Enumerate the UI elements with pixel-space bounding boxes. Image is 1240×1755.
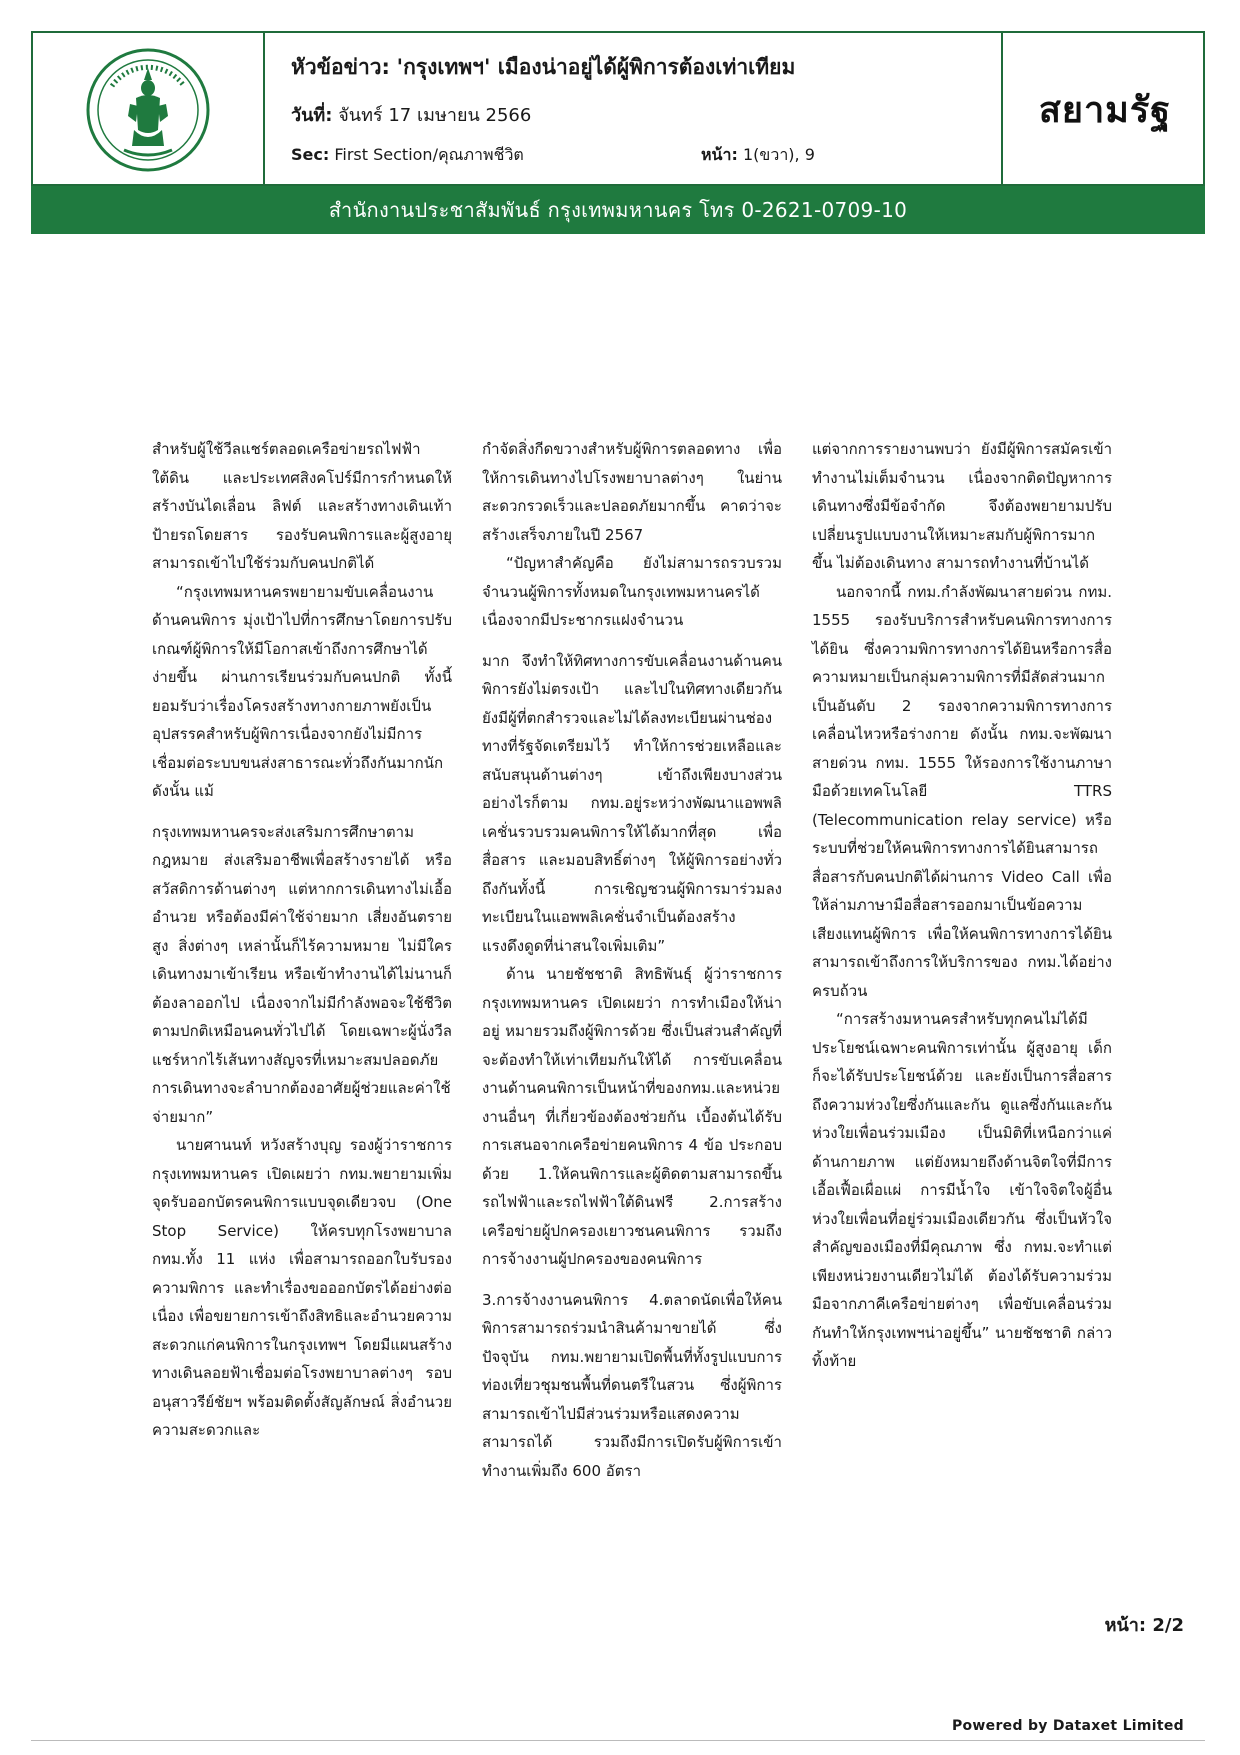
news-header	[31, 31, 1205, 186]
date-row	[291, 100, 531, 129]
paragraph: สำหรับผู้ใช้วีลแชร์ตลอดเครือข่ายรถไฟฟ้าใต้ดิน และประเทศสิงคโปร์มีการกำหนดให้สร้างบันไดเลื่อน ลิฟต์ และสร้างทางเดินเท้า ป้ายรถโดยสาร รองรับคนพิการและผู้สูงอายุสามารถเข้าไปใช้ร่วมกับคนปกติได้	[152, 440, 452, 572]
article-column-1	[152, 435, 452, 1495]
page-value: 1(ขวา), 9	[742, 145, 815, 164]
paragraph: 3.การจ้างงานคนพิการ 4.ตลาดนัดเพื่อให้คนพิการสามารถร่วมนำสินค้ามาขายได้ ซึ่งปัจจุบัน กทม.พยายามเปิดพื้นที่ทั้งรูปแบบการท่องเที่ยวชุมชนพื้นที่ดนตรีในสวน ซึ่งผู้พิการสามารถเข้าไปมีส่วนร่วมหรือแสดงความสามารถได้ รวมถึงมีการเปิดรับผู้พิการเข้าทำงานเพิ่มถึง 600 อัตรา	[482, 1290, 782, 1480]
paragraph: นายศานนท์ หวังสร้างบุญ รองผู้ว่าราชการกรุงเทพมหานคร เปิดเผยว่า กทม.พยายามเพิ่มจุดรับออกบัตรคนพิการแบบจุดเดียวจบ (One Stop Service) ให้ครบทุกโรงพยาบาล กทม.ทั้ง 11 แห่ง เพื่อสามารถออกใบรับรองความพิการ และทำเรื่องขอออกบัตรได้อย่างต่อเนื่อง เพื่อขยายการเข้าถึงสิทธิและอำนวยความสะดวกแก่คนพิการในกรุงเทพฯ โดยมีแผนสร้างทางเดินลอยฟ้าเชื่อมต่อโรงพยาบาลต่างๆ รอบอนุสาวรีย์ชัยฯ พร้อมติดตั้งสัญลักษณ์ สิ่งอำนวยความสะดวกและ	[152, 1136, 452, 1439]
publication-name: สยามรัฐ	[1038, 90, 1172, 131]
paragraph: กำจัดสิ่งกีดขวางสำหรับผู้พิการตลอดทาง เพื่อให้การเดินทางไปโรงพยาบาลต่างๆ ในย่านสะดวกรวดเร็วและปลอดภัยมากขึ้น คาดว่าจะสร้างเสร็จภายในปี 2567	[482, 440, 782, 544]
publication-cell	[1001, 33, 1207, 186]
page-number	[1105, 1610, 1184, 1639]
section-label: Sec:	[291, 145, 330, 164]
paragraph: มาก จึงทำให้ทิศทางการขับเคลื่อนงานด้านคนพิการยังไม่ตรงเป้า และไปในทิศทางเดียวกัน ยังมีผู้ที่ตกสำรวจและไม่ได้ลงทะเบียนผ่านช่องทางที่รัฐจัดเตรียมไว้ ทำให้การช่วยเหลือและสนับสนุนด้านต่างๆ เข้าถึงเพียงบางส่วน อย่างไรก็ตาม กทม.อยู่ระหว่างพัฒนาแอพพลิเคชั่นรวบรวมคนพิการให้ได้มากที่สุด เพื่อสื่อสาร และมอบสิทธิ์ต่างๆ ให้ผู้พิการอย่างทั่วถึงกันทั้งนี้ การเชิญชวนผู้พิการมาร่วมลงทะเบียนในแอพพลิเคชั่นจำเป็นต้องสร้างแรงดึงดูดที่น่าสนใจเพิ่มเติม”	[482, 651, 782, 955]
powered-by: Powered by Dataxet Limited	[951, 1718, 1184, 1734]
contact-bar	[31, 186, 1205, 234]
section-row	[291, 143, 524, 168]
headline-text: 'กรุงเทพฯ' เมืองน่าอยู่ได้ผู้พิการต้องเท่าเทียม	[396, 55, 796, 79]
section-value: First Section/คุณภาพชีวิต	[334, 145, 524, 164]
page-number-value: 2/2	[1152, 1615, 1184, 1636]
paragraph: แต่จากการรายงานพบว่า ยังมีผู้พิการสมัครเข้าทำงานไม่เต็มจำนวน เนื่องจากติดปัญหาการเดินทางซึ่งมีข้อจำกัด จึงต้องพยายามปรับเปลี่ยนรูปแบบงานให้เหมาะสมกับผู้พิการมากขึ้น ไม่ต้องเดินทาง สามารถทำงานที่บ้านได้	[812, 440, 1112, 572]
article-body	[152, 435, 1112, 1495]
footer-divider	[31, 1740, 1205, 1741]
date-value: จันทร์ 17 เมษายน 2566	[338, 105, 532, 126]
headline-label: หัวข้อข่าว:	[291, 55, 390, 79]
article-column-3	[812, 435, 1112, 1495]
contact-text: สำนักงานประชาสัมพันธ์ กรุงเทพมหานคร โทร 0-2621-0709-10	[328, 198, 908, 222]
bangkok-seal-icon	[84, 46, 212, 174]
paragraph: นอกจากนี้ กทม.กำลังพัฒนาสายด่วน กทม. 1555 รองรับบริการสำหรับคนพิการทางการได้ยิน ซึ่งความพิการทางการได้ยินหรือการสื่อความหมายเป็นกลุ่มความพิการที่มีสัดส่วนมากเป็นอันดับ 2 รองจากความพิการทางการเคลื่อนไหวหรือร่างกาย ดังนั้น กทม.จะพัฒนาสายด่วน กทม. 1555 ให้รองการใช้งานภาษามือด้วยเทคโนโลยี TTRS (Telecommunication relay service) หรือระบบที่ช่วยให้คนพิการทางการได้ยินสามารถสื่อสารกับคนปกติได้ผ่านการ Video Call เพื่อให้ล่ามภาษามือสื่อสารออกมาเป็นข้อความเสียงแทนผู้พิการ เพื่อให้คนพิการทางการได้ยินสามารถเข้าถึงการให้บริการของ กทม.ได้อย่างครบถ้วน	[812, 582, 1112, 1000]
paragraph: กรุงเทพมหานครจะส่งเสริมการศึกษาตามกฎหมาย ส่งเสริมอาชีพเพื่อสร้างรายได้ หรือสวัสดิการด้านต่างๆ แต่หากการเดินทางไม่เอื้ออำนวย หรือต้องมีค่าใช้จ่ายมาก เสี่ยงอันตรายสูง สิ่งต่างๆ เหล่านั้นก็ไร้ความหมาย ไม่มีใครเดินทางมาเข้าเรียน หรือเข้าทำงานได้ไม่นานก็ต้องลาออกไป เนื่องจากไม่มีกำลังพอจะใช้ชีวิตตามปกติเหมือนคนทั่วไปได้ โดยเฉพาะผู้นั่งวีลแชร์หากไร้เส้นทางสัญจรที่เหมาะสมปลอดภัย การเดินทางจะลำบากต้องอาศัยผู้ช่วยและค่าใช้จ่ายมาก”	[152, 822, 452, 1126]
date-label: วันที่:	[291, 105, 333, 126]
paragraph: “ปัญหาสำคัญคือ ยังไม่สามารถรวบรวมจำนวนผู้พิการทั้งหมดในกรุงเทพมหานครได้ เนื่องจากมีประชากรแฝงจำนวน	[482, 554, 782, 629]
logo-cell	[33, 33, 265, 186]
info-cell	[263, 33, 1001, 186]
paragraph: “การสร้างมหานครสำหรับทุกคนไม่ได้มีประโยชน์เฉพาะคนพิการเท่านั้น ผู้สูงอายุ เด็ก ก็จะได้รับประโยชน์ด้วย และยังเป็นการสื่อสารถึงความห่วงใยซึ่งกันและกัน ดูแลซึ่งกันและกัน ห่วงใยเพื่อนร่วมเมือง เป็นมิติที่เหนือกว่าแค่ด้านกายภาพ แต่ยังหมายถึงด้านจิตใจที่มีการเอื้อเฟื้อเผื่อแผ่ การมีน้ำใจ เข้าใจจิตใจผู้อื่นห่วงใยเพื่อนที่อยู่ร่วมเมืองเดียวกัน ซึ่งเป็นหัวใจสำคัญของเมืองที่มีคุณภาพ ซึ่ง กทม.จะทำแต่เพียงหน่วยงานเดียวไม่ได้ ต้องได้รับความร่วมมือจากภาคีเครือข่ายต่างๆ เพื่อขับเคลื่อนร่วมกันทำให้กรุงเทพฯน่าอยู่ขึ้น” นายชัชชาติ กล่าวทิ้งท้าย	[812, 1010, 1112, 1370]
article-column-2	[482, 435, 782, 1495]
headline-row	[291, 51, 795, 84]
paragraph: “กรุงเทพมหานครพยายามขับเคลื่อนงานด้านคนพิการ มุ่งเป้าไปที่การศึกษาโดยการปรับเกณฑ์ผู้พิการให้มีโอกาสเข้าถึงการศึกษาได้ง่ายขึ้น ผ่านการเรียนร่วมกับคนปกติ ทั้งนี้ ยอมรับว่าเรื่องโครงสร้างทางกายภาพยังเป็นอุปสรรคสำหรับผู้พิการเนื่องจากยังไม่มีการเชื่อมต่อระบบขนส่งสาธารณะทั่วถึงกันมากนัก ดังนั้น แม้	[152, 582, 452, 800]
page-number-label: หน้า:	[1104, 1615, 1147, 1636]
page-label: หน้า:	[701, 145, 738, 164]
paragraph: ด้าน นายชัชชาติ สิทธิพันธุ์ ผู้ว่าราชการกรุงเทพมหานคร เปิดเผยว่า การทำเมืองให้น่าอยู่ หมายรวมถึงผู้พิการด้วย ซึ่งเป็นส่วนสำคัญที่จะต้องทำให้เท่าเทียมกันให้ได้ การขับเคลื่อนงานด้านคนพิการเป็นหน้าที่ของกทม.และหน่วยงานอื่นๆ ที่เกี่ยวข้องต้องช่วยกัน เบื้องต้นได้รับการเสนอจากเครือข่ายคนพิการ 4 ข้อ ประกอบด้วย 1.ให้คนพิการและผู้ติดตามสามารถขึ้นรถไฟฟ้าและรถไฟฟ้าใต้ดินฟรี 2.การสร้างเครือข่ายผู้ปกครองเยาวชนคนพิการ รวมถึงการจ้างงานผู้ปกครองของคนพิการ	[482, 965, 782, 1268]
page-row	[701, 143, 815, 168]
